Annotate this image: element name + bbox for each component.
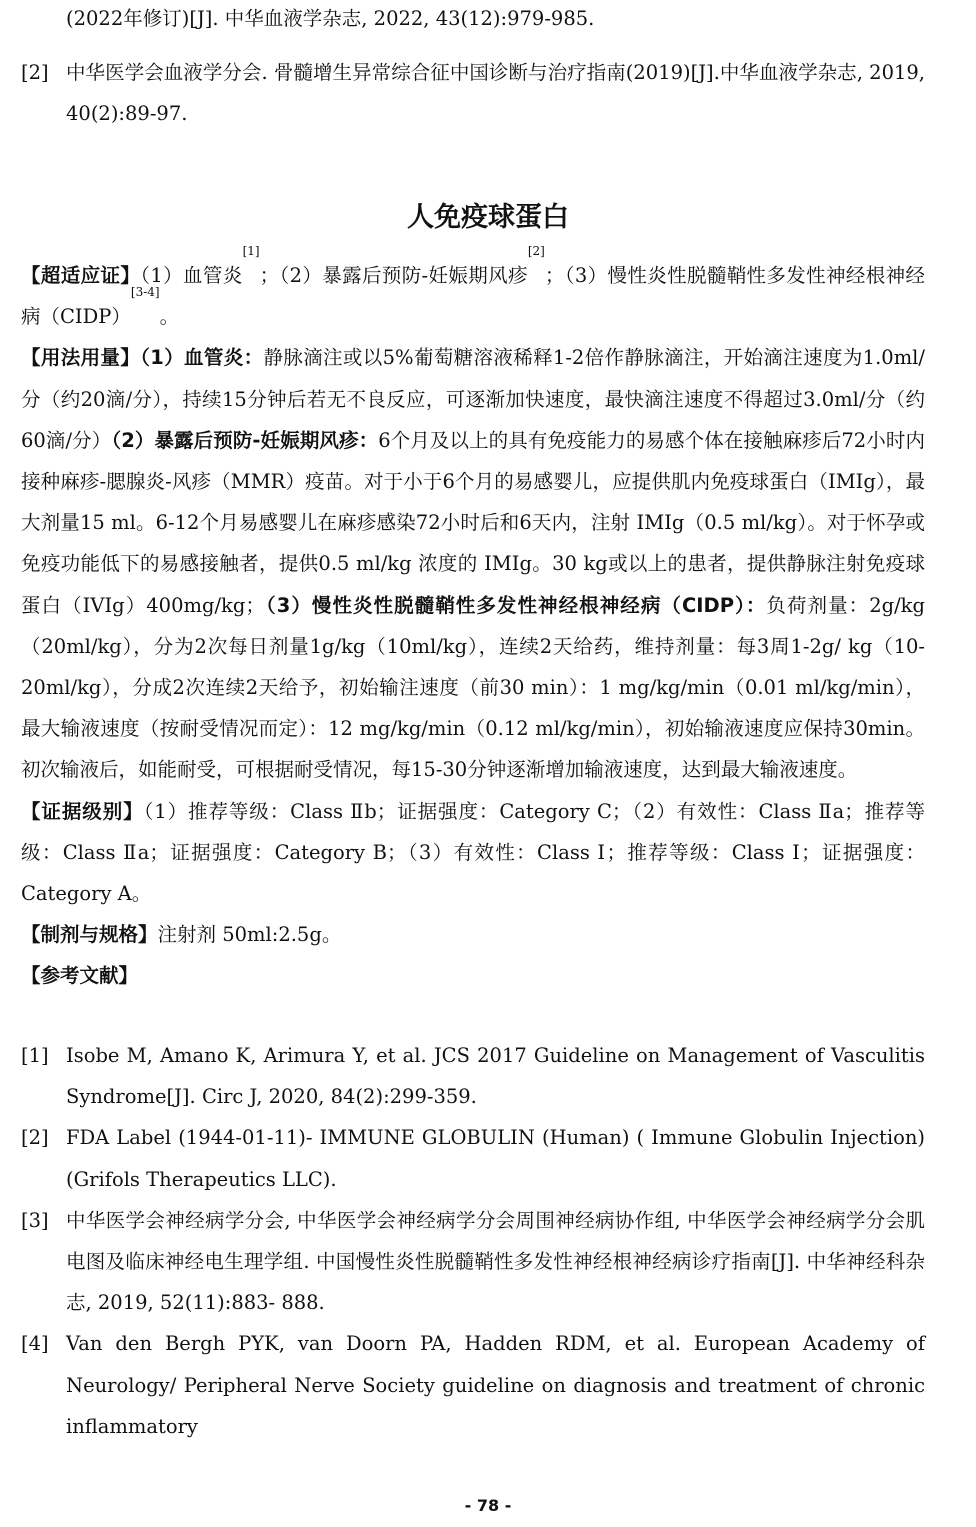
indications-paragraph: 【超适应证】（1）血管炎[1]；（2）暴露后预防-妊娠期风疹[2]；（3）慢性炎性脱髓鞘性多发性神经根神经病（CIDP）[3-4]。 <box>21 244 925 329</box>
dosage-label: 【用法用量】 <box>21 346 141 370</box>
reference-number: [3] <box>21 1208 49 1232</box>
page-number: - 78 - <box>464 1496 512 1515</box>
reference-text: 中华医学会神经病学分会, 中华医学会神经病学分会周围神经病协作组, 中华医学会神经病学分会肌电图及临床神经电生理学组. 中国慢性炎性脱髓鞘性多发性神经根神经病诊疗指南[J]. 中华神经科杂志, 2019, 52(11):883- 888. <box>66 1208 925 1315</box>
dosage-paragraph: 【用法用量】（1）血管炎：静脉滴注或以5%葡萄糖溶液稀释1-2倍作静脉滴注，开始滴注速度为1.0ml/分（约20滴/分），持续15分钟后若无不良反应，可逐渐加快速度，最快滴注速度不得超过3.0ml/分（约60滴/分）（2）暴露后预防-妊娠期风疹：6个月及以上的具有免疫能力的易感个体在接触麻疹后72小时内接种麻疹-腮腺炎-风疹（MMR）疫苗。对于小于6个月的易感婴儿，应提供肌内免疫球蛋白（IMIg），最大剂量15 ml。6-12个月易感婴儿在麻疹感染72小时后和6天内，注射 IMIg（0.5 ml/kg）。对于怀孕或免疫功能低下的易感接触者，提供0.5 ml/kg 浓度的 IMIg。30 kg或以上的患者，提供静脉注射免疫球蛋白（IVIg）400mg/kg；（3）慢性炎性脱髓鞘性多发性神经根神经病（CIDP）：负荷剂量：2g/kg（20ml/kg），分为2次每日剂量1g/kg（10ml/kg），连续2天给药，维持剂量：每3周1-2g/ kg（10-20ml/kg），分成2次连续2天给予，初始输注速度（前30 min）：1 mg/kg/min（0.01 ml/kg/min），最大输液速度（按耐受情况而定）：12 mg/kg/min（0.12 ml/kg/min），初始输液速度应保持30min。初次输液后，如能耐受，可根据耐受情况，每15-30分钟逐渐增加输液速度，达到最大输液速度。 <box>21 346 925 782</box>
list-item <box>21 1117 925 1199</box>
formulation-label: 【制剂与规格】 <box>21 923 158 947</box>
references-heading: 【参考文献】 <box>21 964 139 988</box>
evidence-label: 【证据级别】 <box>21 799 144 823</box>
indications-label: 【超适应证】 <box>21 264 141 287</box>
reference-number: [2] <box>21 61 49 84</box>
previous-reference-2 <box>21 52 925 134</box>
reference-number: [2] <box>21 1126 49 1150</box>
citation-link[interactable]: [2] <box>527 244 545 258</box>
reference-number: [1] <box>21 1044 49 1067</box>
list-item <box>21 1035 925 1117</box>
reference-text: 中华医学会血液学分会. 骨髓增生异常综合征中国诊断与治疗指南(2019)[J].中华血液学杂志, 2019, 40(2):89-97. <box>66 61 925 125</box>
drug-entry-body <box>21 244 925 997</box>
dosage-subheading-1: （1）血管炎： <box>140 346 264 370</box>
section-title: 人免疫球蛋白 <box>407 202 569 233</box>
formulation-paragraph: 【制剂与规格】注射剂 50ml:2.5g。 <box>21 923 342 947</box>
previous-reference-continuation: (2022年修订)[J]. 中华血液学杂志, 2022, 43(12):979-985. <box>66 7 595 30</box>
reference-text: FDA Label (1944-01-11)- IMMUNE GLOBULIN (Human) ( Immune Globulin Injection) (Grifols Therapeutics LLC). <box>66 1126 925 1191</box>
citation-link[interactable]: [3-4] <box>130 285 160 300</box>
list-item <box>21 1323 925 1447</box>
list-item <box>21 1200 925 1324</box>
reference-list <box>21 1035 925 1447</box>
citation-link[interactable]: [1] <box>242 244 260 258</box>
evidence-paragraph: 【证据级别】（1）推荐等级：Class Ⅱb；证据强度：Category C；（2）有效性：Class Ⅱa；推荐等级：Class Ⅱa；证据强度：Category B；（3）有效性：Class Ⅰ；推荐等级：Class Ⅰ；证据强度：Category A。 <box>21 799 925 906</box>
dosage-subheading-2: （2）暴露后预防-妊娠期风疹： <box>111 428 379 452</box>
dosage-subheading-3: （3）慢性炎性脱髓鞘性多发性神经根神经病（CIDP）： <box>264 593 767 617</box>
reference-text: Isobe M, Amano K, Arimura Y, et al. JCS 2017 Guideline on Management of Vasculitis Syndrome[J]. Circ J, 2020, 84(2):299-359. <box>66 1044 925 1109</box>
reference-text: Van den Bergh PYK, van Doorn PA, Hadden RDM, et al. European Academy of Neurology/ Peripheral Nerve Society guideline on diagnosis and treatment of chronic inflammatory <box>66 1332 925 1438</box>
reference-number: [4] <box>21 1332 49 1356</box>
